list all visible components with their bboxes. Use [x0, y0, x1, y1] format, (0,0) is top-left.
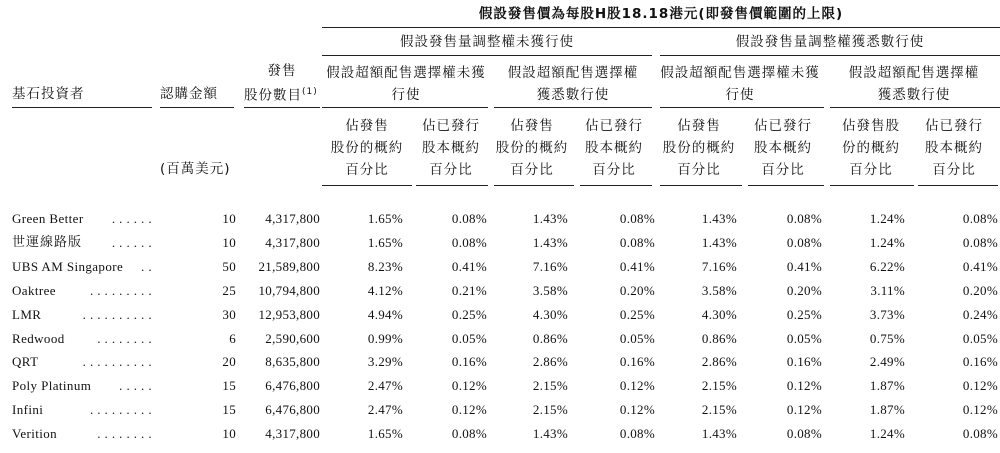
- offer-shares: 21,589,800: [258, 258, 320, 274]
- subscription-amount: 30: [222, 306, 236, 322]
- pct-offer-fe-ne: 0.86%: [701, 330, 737, 346]
- pct-issued-fe-fe: 0.24%: [962, 306, 998, 322]
- pct-offer-fe-ne: 1.43%: [701, 234, 737, 250]
- pct-issued-fe-ne: 0.08%: [786, 211, 822, 226]
- subscription-amount: 25: [222, 282, 236, 298]
- pct-issued-fe-fe: 0.05%: [962, 330, 998, 346]
- pct-offer-fe-ne: 4.30%: [701, 306, 737, 322]
- pct-header-rule-2: [416, 185, 488, 186]
- pct-issued-ne-fe: 0.08%: [619, 234, 655, 250]
- pct-header-1-l3: 百分比: [345, 162, 389, 178]
- investor-name: Oaktree: [12, 282, 56, 298]
- footnote-marker: (1): [302, 87, 318, 97]
- pct-offer-fe-ne: 1.43%: [701, 211, 737, 226]
- subscription-amount: 10: [222, 234, 236, 250]
- leader-dots: . . . . . . . . . .: [82, 354, 152, 370]
- pct-issued-fe-ne: 0.20%: [786, 282, 822, 298]
- pct-header-3: [490, 115, 574, 181]
- subgroup-rule-3: [660, 107, 824, 108]
- pct-header-1-l1: 佔發售: [345, 118, 389, 134]
- offer-shares: 8,635,800: [265, 354, 320, 370]
- pct-issued-fe-ne: 0.12%: [786, 378, 822, 394]
- pct-header-rule-6: [748, 185, 824, 186]
- pct-issued-fe-fe: 0.08%: [962, 211, 998, 226]
- pct-issued-fe-ne: 0.25%: [786, 306, 822, 322]
- leader-dots: . . . . .: [119, 378, 152, 394]
- pct-offer-ne-fe: 7.16%: [532, 258, 568, 274]
- offer-shares: 6,476,800: [265, 402, 320, 418]
- pct-header-rule-5: [660, 185, 742, 186]
- group-not-exercised-rule: [322, 55, 652, 56]
- pct-header-1-l2: 股份的概約: [330, 140, 404, 156]
- pct-issued-ne-fe: 0.12%: [619, 378, 655, 394]
- pct-header-8-l1: 佔已發行: [925, 118, 983, 134]
- pct-offer-fe-fe: 6.22%: [869, 258, 905, 274]
- pct-issued-fe-fe: 0.16%: [962, 354, 998, 370]
- offer-shares: 2,590,600: [265, 330, 320, 346]
- pct-issued-ne-fe: 0.05%: [619, 330, 655, 346]
- subscription-amount: 10: [222, 426, 236, 442]
- pct-offer-ne-fe: 3.58%: [532, 282, 568, 298]
- leader-dots: . . . . . . . . .: [89, 402, 152, 418]
- pct-offer-fe-fe: 3.73%: [869, 306, 905, 322]
- pct-header-7: [826, 115, 916, 181]
- pct-issued-ne-ne: 0.41%: [451, 258, 487, 274]
- investor-header-rule: [12, 107, 152, 108]
- pct-issued-ne-ne: 0.08%: [451, 211, 487, 226]
- pct-offer-ne-ne: 1.65%: [367, 211, 403, 226]
- amount-header-rule: [160, 107, 234, 108]
- offer-shares: 4,317,800: [265, 211, 320, 226]
- pct-issued-fe-ne: 0.12%: [786, 402, 822, 418]
- pct-header-rule-7: [830, 185, 914, 186]
- offer-shares: 4,317,800: [265, 426, 320, 442]
- pct-offer-fe-ne: 2.86%: [701, 354, 737, 370]
- pct-offer-ne-fe: 4.30%: [532, 306, 568, 322]
- investor-name: Redwood: [12, 330, 65, 346]
- pct-issued-ne-fe: 0.25%: [619, 306, 655, 322]
- pct-issued-ne-ne: 0.12%: [451, 378, 487, 394]
- pct-offer-ne-ne: 4.12%: [367, 282, 403, 298]
- pct-issued-ne-fe: 0.20%: [619, 282, 655, 298]
- leader-dots: . .: [141, 258, 152, 274]
- pct-header-5-l1: 佔發售: [677, 118, 721, 134]
- pct-header-rule-1: [322, 185, 412, 186]
- offer-shares: 10,794,800: [258, 282, 320, 298]
- pct-header-2-l2: 股本概約: [422, 140, 480, 156]
- pct-offer-fe-fe: 1.24%: [869, 211, 905, 226]
- pct-issued-ne-ne: 0.25%: [451, 306, 487, 322]
- pct-issued-fe-ne: 0.41%: [786, 258, 822, 274]
- subgroup-fe-ne-line1: 假設超額配售選擇權未獲: [660, 65, 820, 81]
- col-header-shares-text: 股份數目: [244, 87, 302, 104]
- pct-offer-ne-ne: 3.29%: [367, 354, 403, 370]
- pct-header-4-l1: 佔已發行: [585, 118, 643, 134]
- pct-header-4: [574, 115, 654, 181]
- pct-offer-fe-ne: 7.16%: [701, 258, 737, 274]
- pct-issued-ne-ne: 0.16%: [451, 354, 487, 370]
- pct-header-7-l2: 份的概約: [842, 140, 900, 156]
- pct-issued-fe-fe: 0.08%: [962, 234, 998, 250]
- subgroup-ne-fe: [494, 62, 652, 106]
- col-header-amount: 認購金額: [160, 86, 218, 102]
- subgroup-ne-fe-line1: 假設超額配售選擇權: [507, 65, 639, 81]
- pct-header-rule-8: [918, 185, 998, 186]
- pct-header-8-l3: 百分比: [932, 162, 976, 178]
- pct-header-4-l3: 百分比: [592, 162, 636, 178]
- subgroup-ne-ne-line1: 假設超額配售選擇權未獲: [326, 65, 486, 81]
- pct-header-rule-3: [494, 185, 574, 186]
- top-header-rule: [322, 27, 1000, 28]
- investor-name: LMR: [12, 306, 42, 322]
- pct-issued-ne-ne: 0.12%: [451, 402, 487, 418]
- pct-header-rule-4: [580, 185, 652, 186]
- leader-dots: . . . . . .: [111, 234, 152, 250]
- pct-offer-ne-ne: 1.65%: [367, 426, 403, 442]
- leader-dots: . . . . . . . .: [97, 426, 152, 442]
- pct-issued-fe-ne: 0.08%: [786, 426, 822, 442]
- pct-offer-ne-ne: 0.99%: [367, 330, 403, 346]
- group-fully-exercised: 假設發售量調整權獲悉數行使: [735, 34, 925, 50]
- col-header-shares-line2: [244, 88, 318, 103]
- pct-offer-ne-ne: 2.47%: [367, 378, 403, 394]
- pct-issued-ne-ne: 0.08%: [451, 234, 487, 250]
- pct-header-6-l1: 佔已發行: [754, 118, 812, 134]
- pct-issued-fe-fe: 0.12%: [962, 402, 998, 418]
- pct-header-5-l2: 股份的概約: [662, 140, 736, 156]
- pct-issued-ne-fe: 0.12%: [619, 402, 655, 418]
- pct-header-5-l3: 百分比: [677, 162, 721, 178]
- investor-name: 世運線路版: [12, 234, 83, 250]
- pct-issued-ne-fe: 0.41%: [619, 258, 655, 274]
- subgroup-rule-2: [494, 107, 652, 108]
- subgroup-fe-fe-line2: 獲悉數行使: [877, 87, 951, 103]
- pct-offer-ne-fe: 2.86%: [532, 354, 568, 370]
- pct-issued-fe-ne: 0.05%: [786, 330, 822, 346]
- investor-name: Poly Platinum: [12, 378, 92, 394]
- pct-offer-fe-fe: 1.24%: [869, 234, 905, 250]
- pct-offer-fe-fe: 1.87%: [869, 378, 905, 394]
- col-header-investor: 基石投資者: [12, 86, 85, 102]
- investor-name: Infini: [12, 402, 44, 418]
- pct-offer-ne-ne: 2.47%: [367, 402, 403, 418]
- subgroup-fe-ne-line2: 行使: [725, 87, 755, 103]
- leader-dots: . . . . . . . .: [97, 330, 152, 346]
- pct-issued-ne-fe: 0.08%: [619, 211, 655, 226]
- subscription-amount: 50: [222, 258, 236, 274]
- top-header: 假設發售價為每股H股18.18港元(即發售價範圍的上限): [478, 6, 844, 22]
- subgroup-fe-fe-line1: 假設超額配售選擇權: [848, 65, 980, 81]
- shares-header-rule: [244, 107, 320, 108]
- pct-header-3-l3: 百分比: [510, 162, 554, 178]
- pct-issued-ne-fe: 0.16%: [619, 354, 655, 370]
- pct-offer-fe-fe: 2.49%: [869, 354, 905, 370]
- pct-offer-ne-ne: 8.23%: [367, 258, 403, 274]
- pct-header-7-l3: 百分比: [849, 162, 893, 178]
- pct-offer-fe-ne: 2.15%: [701, 378, 737, 394]
- pct-offer-fe-fe: 0.75%: [869, 330, 905, 346]
- subgroup-ne-ne-line2: 行使: [391, 87, 421, 103]
- pct-issued-fe-fe: 0.41%: [962, 258, 998, 274]
- subscription-amount: 6: [229, 330, 236, 346]
- investor-name: UBS AM Singapore: [12, 258, 124, 274]
- pct-header-5: [656, 115, 742, 181]
- group-fully-exercised-rule: [660, 55, 1000, 56]
- pct-issued-fe-fe: 0.12%: [962, 378, 998, 394]
- pct-offer-fe-ne: 3.58%: [701, 282, 737, 298]
- leader-dots: . . . . . . . . . .: [82, 306, 152, 322]
- pct-offer-ne-fe: 1.43%: [532, 426, 568, 442]
- pct-offer-fe-fe: 3.11%: [870, 282, 905, 298]
- subscription-amount: 10: [222, 211, 236, 226]
- col-header-shares-line1: 發售: [267, 63, 297, 79]
- pct-issued-ne-ne: 0.08%: [451, 426, 487, 442]
- subgroup-ne-fe-line2: 獲悉數行使: [536, 87, 610, 103]
- pct-issued-fe-fe: 0.20%: [962, 282, 998, 298]
- pct-header-4-l2: 股本概約: [585, 140, 643, 156]
- pct-header-6-l2: 股本概約: [754, 140, 812, 156]
- pct-offer-fe-ne: 2.15%: [701, 402, 737, 418]
- leader-dots: . . . . . .: [111, 211, 152, 226]
- pct-issued-fe-fe: 0.08%: [962, 426, 998, 442]
- pct-issued-fe-ne: 0.08%: [786, 234, 822, 250]
- subgroup-rule-4: [830, 107, 1000, 108]
- pct-offer-ne-fe: 1.43%: [532, 211, 568, 226]
- investor-name: Green Better: [12, 211, 84, 226]
- pct-offer-fe-fe: 1.24%: [869, 426, 905, 442]
- leader-dots: . . . . . . . . .: [89, 282, 152, 298]
- subscription-amount: 20: [222, 354, 236, 370]
- pct-header-6-l3: 百分比: [761, 162, 805, 178]
- subscription-amount: 15: [222, 402, 236, 418]
- col-header-amount-unit: (百萬美元): [160, 161, 231, 177]
- pct-offer-fe-fe: 1.87%: [869, 402, 905, 418]
- pct-issued-ne-ne: 0.05%: [451, 330, 487, 346]
- subscription-amount: 15: [222, 378, 236, 394]
- pct-header-8-l2: 股本概約: [925, 140, 983, 156]
- pct-offer-ne-ne: 4.94%: [367, 306, 403, 322]
- pct-offer-fe-ne: 1.43%: [701, 426, 737, 442]
- subgroup-fe-ne: [656, 62, 824, 106]
- pct-header-3-l1: 佔發售: [510, 118, 554, 134]
- pct-header-8: [912, 115, 996, 181]
- pct-header-2-l3: 百分比: [429, 162, 473, 178]
- pct-issued-ne-ne: 0.21%: [451, 282, 487, 298]
- pct-offer-ne-fe: 1.43%: [532, 234, 568, 250]
- offer-shares: 6,476,800: [265, 378, 320, 394]
- pct-offer-ne-ne: 1.65%: [367, 234, 403, 250]
- offer-shares: 12,953,800: [258, 306, 320, 322]
- subgroup-fe-fe: [828, 62, 1000, 106]
- pct-offer-ne-fe: 2.15%: [532, 378, 568, 394]
- pct-offer-ne-fe: 2.15%: [532, 402, 568, 418]
- pct-header-6: [742, 115, 824, 181]
- pct-issued-fe-ne: 0.16%: [786, 354, 822, 370]
- pct-header-7-l1: 佔發售股: [842, 118, 900, 134]
- investor-name: Verition: [12, 426, 58, 442]
- subgroup-rule-1: [322, 107, 488, 108]
- subgroup-ne-ne: [322, 62, 490, 106]
- offer-shares: 4,317,800: [265, 234, 320, 250]
- pct-header-3-l2: 股份的概約: [495, 140, 569, 156]
- pct-header-1: [322, 115, 412, 181]
- group-not-exercised: 假設發售量調整權未獲行使: [400, 34, 574, 50]
- pct-offer-ne-fe: 0.86%: [532, 330, 568, 346]
- pct-header-2-l1: 佔已發行: [422, 118, 480, 134]
- investor-name: QRT: [12, 354, 39, 370]
- pct-issued-ne-fe: 0.08%: [619, 426, 655, 442]
- pct-header-2: [412, 115, 490, 181]
